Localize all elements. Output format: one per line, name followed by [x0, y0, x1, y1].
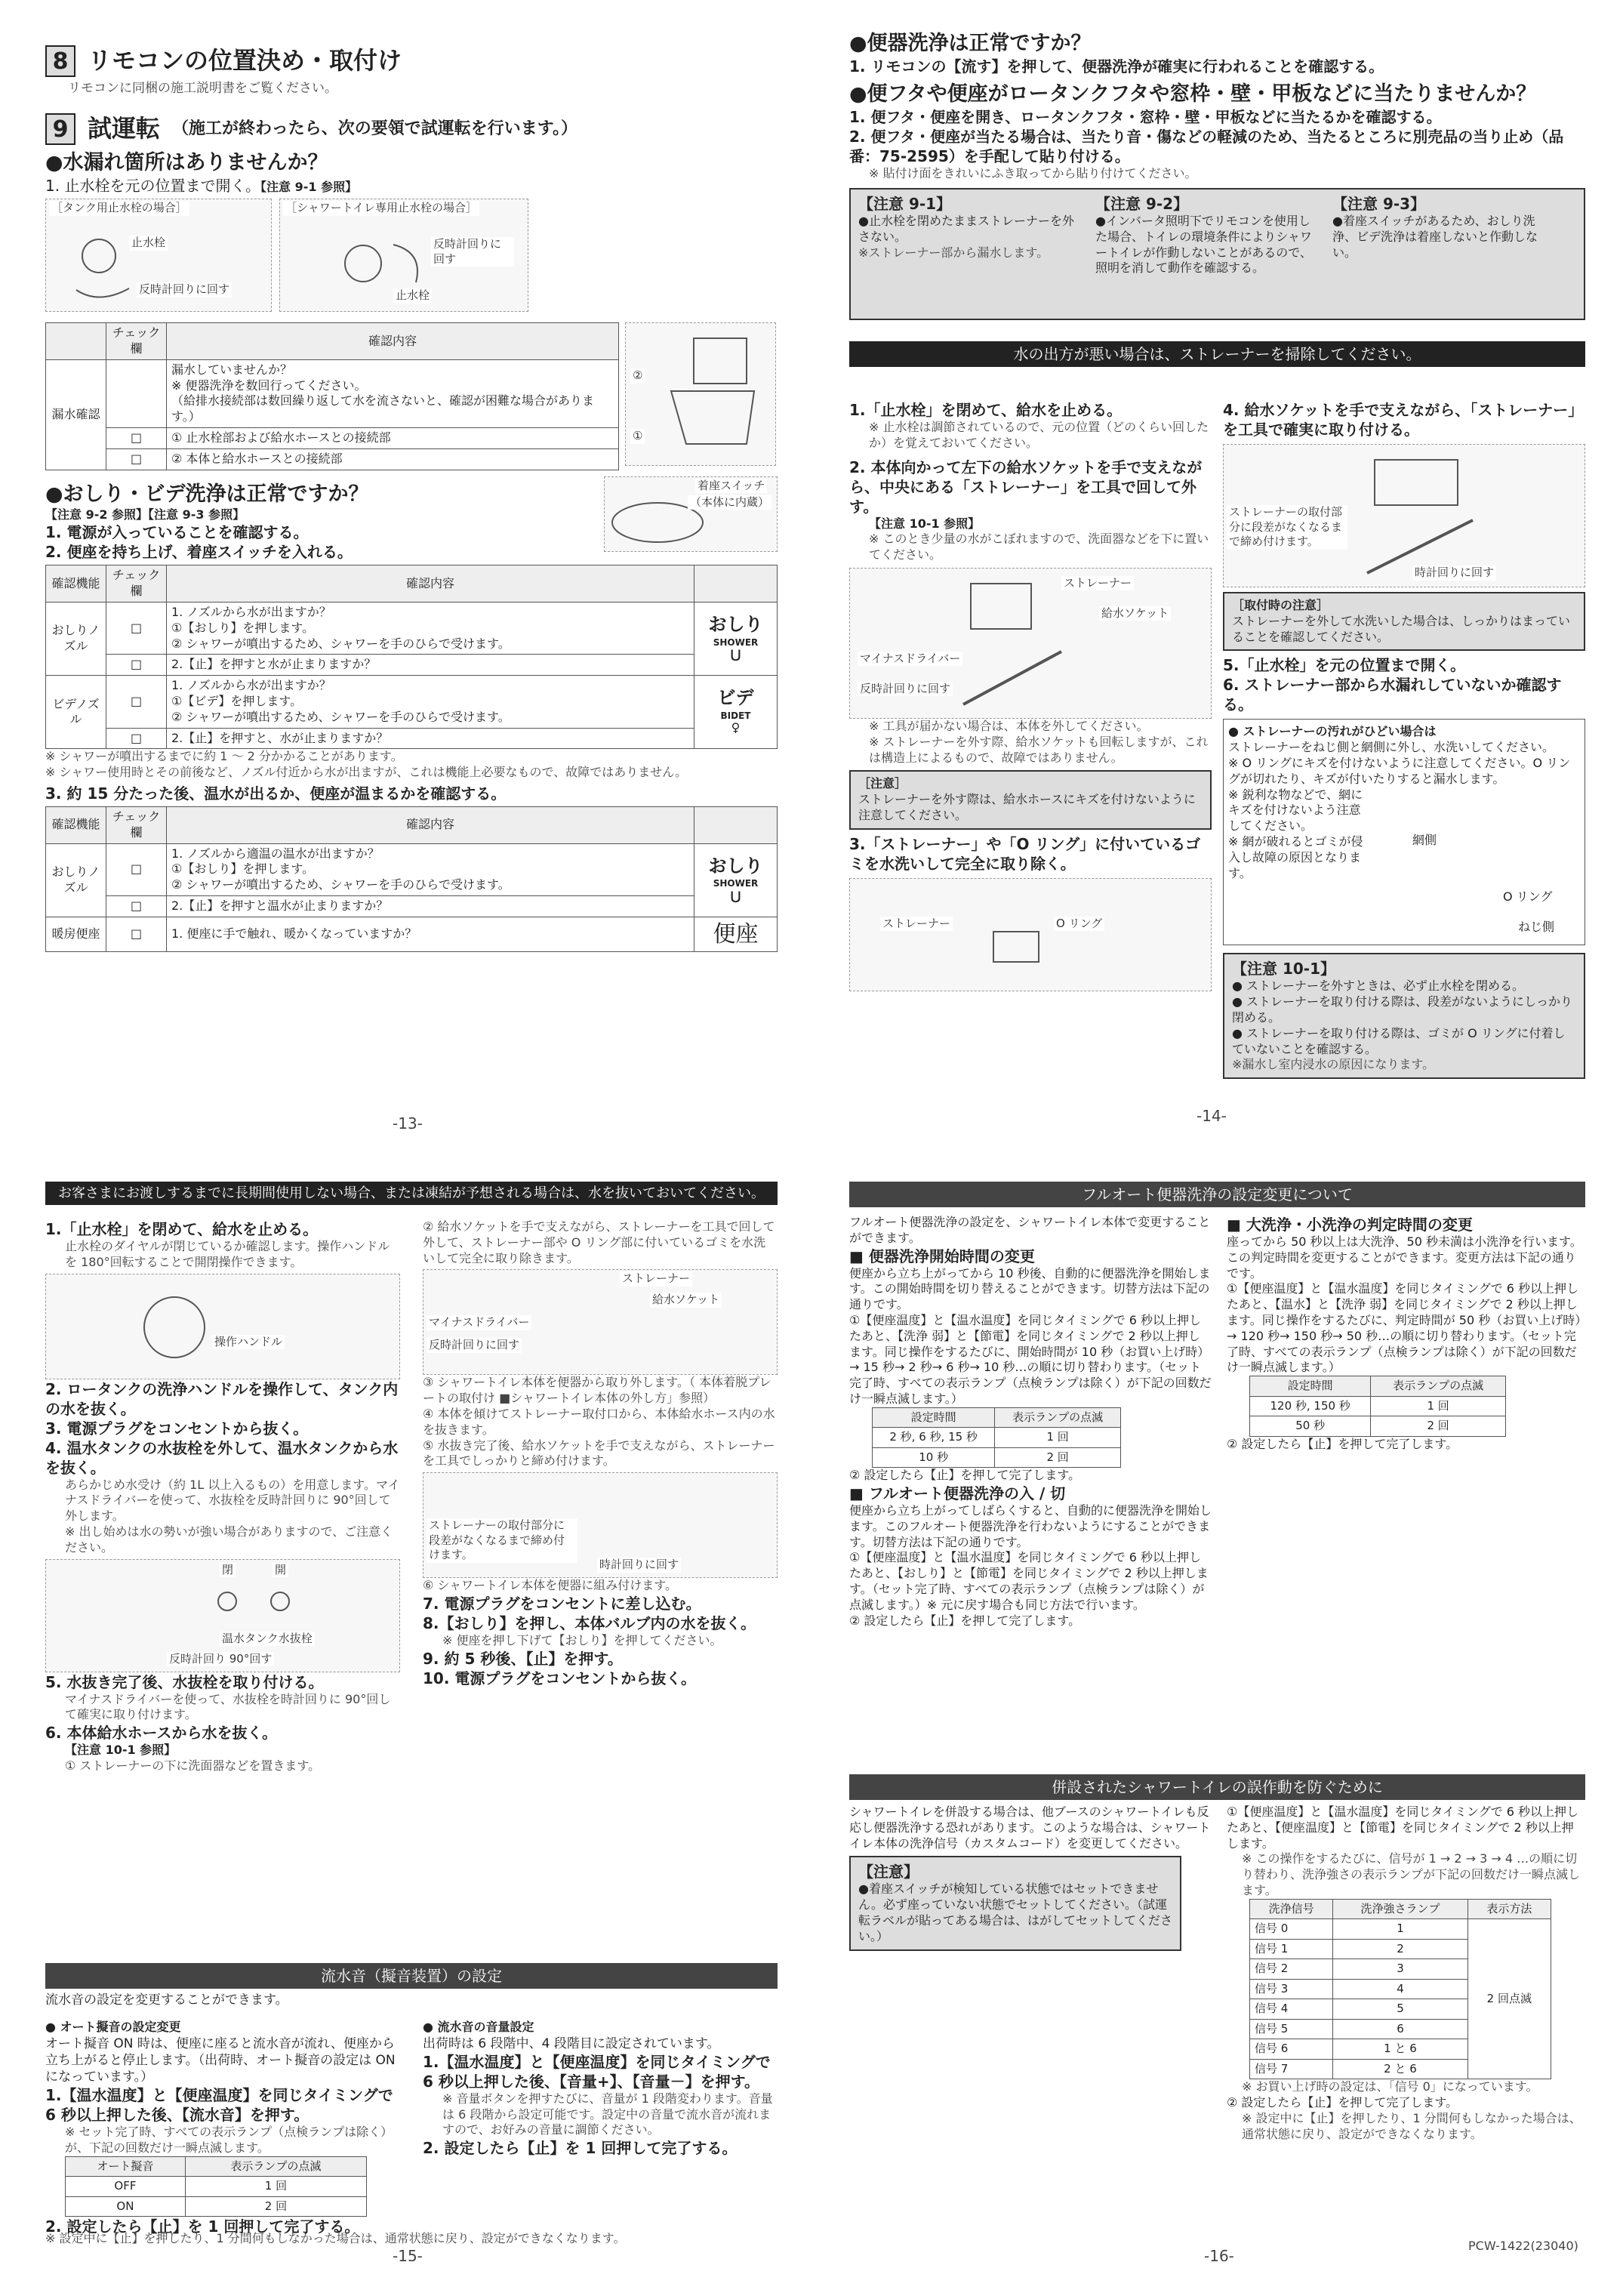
judge-table	[1249, 1376, 1506, 1437]
drain-step-4: 4. 温水タンクの水抜栓を外して、温水タンクから水を抜く。	[45, 1438, 399, 1477]
drain-r2: ② 給水ソケットを手で支えながら、ストレーナーを工具で回して外して、ストレーナー部や O リング部に付いているゴミを水洗いして完全に取り除きます。	[423, 1219, 775, 1265]
handle-figure	[45, 1274, 400, 1379]
leak-category: 漏水確認	[46, 359, 106, 470]
t2-oshiri: おしりノズル	[46, 603, 106, 676]
s-step-2c: ※ 工具が届かない場合は、本体を外してください。	[869, 718, 1149, 733]
sig-th1: 洗浄信号	[1250, 1899, 1333, 1919]
auto-step-1b: ※ セット完了時、すべての表示ランプ（点検ランプは除く）が、下記の回数だけ一瞬点滅します。	[65, 2125, 393, 2155]
drain-r10: 10. 電源プラグをコンセントから抜く。	[423, 1669, 696, 1687]
st-th1: 設定時間	[873, 1407, 995, 1428]
onoff-body: 便座から立ち上がってしばらくすると、自動的に便器洗浄を開始します。このフルオート便器洗浄を行わないようにすることができます。切替方法は下記の通りです。	[849, 1503, 1212, 1549]
t2-a3: ② シャワーが噴出するため、シャワーを手のひらで受けます。	[171, 636, 510, 651]
t2-b4: 2.【止】を押すと、水が止まりますか？	[167, 728, 694, 749]
n91-title: 【注意 9-1】	[858, 194, 952, 213]
sig-4: 信号 4	[1250, 1999, 1333, 2020]
mal-note-title: 【注意】	[858, 1863, 919, 1881]
auto-off-n: 1 回	[185, 2177, 366, 2197]
lid-step-2b: ※ 貼付け面をきれいにふき取ってから貼り付けてください。	[869, 166, 1197, 181]
oshiri-icon-en-2: SHOWER	[713, 878, 759, 889]
n93-title: 【注意 9-3】	[1332, 194, 1426, 213]
t2-b3: ② シャワーが噴出するため、シャワーを手のひらで受けます。	[171, 709, 510, 724]
sig-1-lamp: 2	[1333, 1939, 1467, 1959]
n101-b: ● ストレーナーを取り付ける際は、段差がないようにしっかり閉める。	[1232, 994, 1573, 1025]
leak-ref: 【注意 9-1 参照】	[260, 180, 358, 195]
sig-th2: 洗浄強さランプ	[1333, 1899, 1467, 1919]
t3-seat-q: 1. 便座に手で触れ、暖かくなっていますか？	[167, 917, 694, 951]
drain-r5: ⑤ 水抜き完了後、給水ソケットを手で支えながら、ストレーナーを工具でしっかりと締め付けます。	[423, 1438, 775, 1469]
section-8-title: リモコンの位置決め・取付け	[88, 46, 402, 76]
s-step-3: 3.「ストレーナー」や「O リング」に付いているゴミを水洗いして完全に取り除く。	[849, 834, 1201, 873]
caution-10-1	[1223, 953, 1585, 1079]
oshiri-icon: おしり SHOWER ⋃	[708, 614, 763, 662]
tank-valve-ccw: 反時計回りに回す	[137, 282, 232, 297]
fig-sock: 給水ソケット	[650, 1293, 722, 1308]
sound-heading: 流水音（擬音装置）の設定	[45, 1963, 778, 1989]
sig-4-lamp: 5	[1333, 1999, 1467, 2020]
drain-step-6: 6. 本体給水ホースから水を抜く。	[45, 1724, 278, 1743]
s-step-2b: ※ このとき少量の水がこぼれますので、洗面器などを下に置いてください。	[869, 532, 1209, 562]
s-step-1: 1.「止水栓」を閉めて、給水を止める。	[849, 401, 1123, 419]
caution-9-box	[849, 188, 1585, 320]
fig-cw2: 時計回りに回す	[597, 1558, 681, 1573]
toilet-mark-2: ②	[630, 368, 645, 384]
fig-ccw90: 反時計回り 90°回す	[167, 1652, 274, 1667]
shower-valve-ccw: 反時計回りに回す	[431, 237, 514, 267]
n101-a: ● ストレーナーを外すときは、必ず止水栓を閉める。	[1232, 978, 1525, 994]
n101-title: 【注意 10-1】	[1232, 960, 1336, 978]
toilet-figure	[625, 322, 776, 466]
vol-step-1b: ※ 音量ボタンを押すたびに、音量が 1 段階変わります。音量は 6 段階から設定可能です。設定中の音量で流水音が流れますので、お好みの音量に調節ください。	[442, 2091, 773, 2137]
t2-a2: ①【おしり】を押します。	[171, 620, 315, 635]
fig-step2: ストレーナーの取付部分に段差がなくなるまで締め付けます。	[427, 1518, 577, 1563]
drain-r8: 8.【おしり】を押し、本体バルブ内の水を抜く。	[423, 1613, 756, 1632]
strainer-wash-figure	[849, 878, 1212, 991]
seat-switch-label2: （本体に内蔵）	[688, 495, 771, 510]
sig-3: 信号 3	[1250, 1979, 1333, 1999]
t3-th-func: 確認機能	[46, 807, 106, 844]
mal-step-2b: ※ 設定中に【止】を押したり、1 分間何もしなかった場合は、通常状態に戻り、設定ができなくなります。	[1242, 2110, 1581, 2141]
jt-th2: 表示ランプの点滅	[1371, 1376, 1506, 1397]
section-8-sub: リモコンに同梱の施工説明書をご覧ください。	[68, 81, 337, 96]
t3-a2: ①【おしり】を押します。	[171, 861, 315, 877]
s-step-6: 6. ストレーナー部から水漏れしていないか確認する。	[1223, 676, 1562, 714]
page-16	[849, 1182, 1585, 2261]
page-15	[45, 1182, 778, 2261]
sig-3-lamp: 4	[1333, 1979, 1467, 1999]
warm-check-table	[45, 806, 778, 952]
strainer-remove-drawing	[850, 569, 1212, 720]
sig-1: 信号 1	[1250, 1939, 1333, 1959]
mal-note	[849, 1856, 1181, 1950]
st-th2: 表示ランプの点滅	[995, 1407, 1121, 1428]
t2-b1: 1. ノズルから水が出ますか？	[171, 678, 331, 693]
drain-r3: ③ シャワートイレ本体を便器から取り外します。（ 本体着脱プレートの取付け ■シャワートイレ本体の外し方」参照）	[423, 1375, 771, 1406]
fig-drv: マイナスドライバー	[427, 1315, 531, 1330]
sig-7: 信号 7	[1250, 2059, 1333, 2079]
auto-step-1: 1.【温水温度】と【便座温度】を同じタイミングで 6 秒以上押した後、【流水音】を押す。	[45, 2086, 393, 2125]
drain-step-1b: 止水栓のダイヤルが閉じているか確認します。操作ハンドルを 180°回転することで開閉操作できます。	[65, 1239, 390, 1269]
vol-step-2: 2. 設定したら【止】を 1 回押して完了する。	[423, 2139, 738, 2158]
strainer-fig-2	[423, 1269, 778, 1375]
st-r2n: 2 回	[995, 1447, 1121, 1468]
shower-valve-figure	[279, 199, 528, 312]
jt-r1n: 1 回	[1371, 1396, 1506, 1416]
s-step-2: 2. 本体向かって左下の給水ソケットを手で支えながら、中央にある「ストレーナー」を工具で回して外す。	[849, 458, 1203, 516]
mal-body: シャワートイレを併設する場合は、他ブースのシャワートイレも反応し便器洗浄する恐れがあります。このような場合は、シャワートイレ本体の洗浄信号（カスタムコード）を変更してください。	[849, 1804, 1211, 1851]
shower-valve-caption: ［シャワートイレ専用止水栓の場合］	[283, 201, 479, 216]
oshiri-step-2: 2. 便座を持ち上げ、着座スイッチを入れる。	[45, 543, 353, 562]
drain-step-6b: ① ストレーナーの下に洗面器などを置きます。	[65, 1758, 321, 1773]
fig-mesh: 網側	[1412, 833, 1437, 848]
fig-drain: 温水タンク水抜栓	[220, 1632, 315, 1647]
s-step-4: 4. 給水ソケットを手で支えながら、「ストレーナー」を工具で確実に取り付ける。	[1223, 401, 1584, 439]
bidet-icon: ビデ BIDET ♀	[717, 687, 754, 735]
oshiri-step-1: 1. 電源が入っていることを確認する。	[45, 523, 309, 542]
mal-step-1c: ※ お買い上げ時の設定は、「信号 0」になっています。	[1242, 2079, 1538, 2094]
warm-step-3: 3. 約 15 分たった後、温水が出るか、便座が温まるかを確認する。	[45, 784, 507, 803]
judge-step-2: ② 設定したら【止】を押して完了します。	[1227, 1436, 1458, 1451]
t2-checkbox-4[interactable]: □	[106, 728, 167, 749]
mal-step-1: ①【便座温度】と【温水温度】を同じタイミングで 6 秒以上押したあと、【便座温度】と【節電】を同じタイミングで 2 秒以上押します。	[1227, 1804, 1579, 1851]
auto-body: オート擬音 ON 時は、便座に座ると流水音が流れ、便座から立ち上がると停止します。（出荷時、オート擬音の設定は ON になっています。）	[45, 2036, 396, 2085]
drain-step-3: 3. 電源プラグをコンセントから抜く。	[45, 1419, 309, 1438]
auto-off: OFF	[66, 2177, 186, 2197]
shower-valve-label: 止水栓	[393, 288, 432, 304]
signal-table	[1249, 1899, 1551, 2080]
dirty-box	[1223, 719, 1585, 945]
tank-valve-figure	[45, 199, 272, 312]
t2-note-2: ※ シャワー使用時とその前後など、ノズル付近から水が出ますが、これは機能上必要なもので、故障ではありません。	[45, 765, 688, 780]
n92-a: ●インバータ照明下でリモコンを使用した場合、トイレの環境条件によりシャワートイレが作動しないことがあるので、照明を消して動作を確認する。	[1095, 213, 1312, 276]
t3-seat: 暖房便座	[46, 917, 106, 951]
fig-ccw2: 反時計回りに回す	[427, 1338, 522, 1353]
dirty-title: ● ストレーナーの汚れがひどい場合は	[1228, 724, 1437, 739]
fig-driver: マイナスドライバー	[858, 652, 962, 667]
sig-0: 信号 0	[1250, 1919, 1333, 1940]
leak-row-1b: ※ 便器洗浄を数回行ってください。	[171, 378, 367, 393]
fig-ccw: 反時計回りに回す	[858, 682, 953, 697]
section-8-heading	[45, 45, 778, 77]
onoff-title: ■ フルオート便器洗浄の入 / 切	[849, 1484, 1066, 1503]
drain-step-4b: あらかじめ水受け（約 1L 以上入るもの）を用意します。マイナスドライバーを使って、水抜栓を反時計回りに 90°回して外します。	[65, 1477, 400, 1524]
attach-title: ［取付時の注意］	[1232, 598, 1329, 612]
drain-step-5: 5. 水抜き完了後、水抜栓を取り付ける。	[45, 1672, 324, 1691]
flush-step-1: 1. リモコンの【流す】を押して、便器洗浄が確実に行われることを確認する。	[849, 57, 1384, 76]
judge-step-1: ①【便座温度】と【温水温度】を同じタイミングで 6 秒以上押したあと、【温水】と【洗浄 弱】を同じタイミングで 2 秒以上押します。同じ操作をするたびに、判定時間が 50 秒（お買い上げ時）→ 120 秒→ 150 秒→ 50 秒…の順に切り替わります。（セット完了時、すべての表示ランプ（点検ランプは除く）が下記の回数だけ一瞬点滅します。）	[1227, 1281, 1581, 1375]
n101-c: ● ストレーナーを取り付ける際は、ゴミが O リングに付着していないことを確認する。	[1232, 1025, 1566, 1056]
sig-0-lamp: 1	[1333, 1919, 1467, 1940]
oshiri-icon-2: おしり SHOWER ⋃	[708, 855, 763, 903]
onoff-step-1: ①【便座温度】と【温水温度】を同じタイミングで 6 秒以上押したあと、【おしり】と【節電】を同じタイミングで 2 秒以上押します。（セット完了時、すべての表示ランプ（点検ランプは除く）が点滅します。）※ 元に戻す場合も同じ方法で行います。	[849, 1550, 1209, 1612]
drain-r6: ⑥ シャワートイレ本体を便器に組み付けます。	[423, 1578, 678, 1593]
oshiri-icon-en: SHOWER	[713, 636, 759, 648]
drain-r8b: ※ 便座を押し下げて【おしり】を押してください。	[442, 1632, 722, 1647]
leak-checkbox-2[interactable]: □	[106, 448, 167, 470]
leak-row-3: ② 本体と給水ホースとの接続部	[167, 448, 619, 470]
oshiri-ref: 【注意 9-2 参照】【注意 9-3 参照】	[45, 507, 245, 522]
t3-checkbox-2[interactable]: □	[106, 896, 167, 917]
fig-screw: ねじ側	[1518, 920, 1555, 935]
n92-title: 【注意 9-2】	[1095, 194, 1189, 213]
seat-icon: 便座	[694, 917, 778, 951]
t3-oshiri: おしりノズル	[46, 843, 106, 917]
fig-handle: 操作ハンドル	[212, 1335, 285, 1350]
start-body: 便座から立ち上がってから 10 秒後、自動的に便器洗浄を開始します。この開始時間を切り替えることができます。切替方法は下記の通りです。	[849, 1265, 1211, 1312]
fig-strainer-2: ストレーナー	[880, 917, 953, 932]
tank-valve-caption: ［タンク用止水栓の場合］	[49, 201, 189, 216]
mal-step-1b: ※ この操作をするたびに、信号が 1 → 2 → 3 → 4 …の順に切り替わり、洗浄強さの表示ランプが下記の回数だけ一瞬点滅します。	[1242, 1851, 1581, 1897]
oshiri-icon-label-2: おしり	[708, 855, 763, 877]
auto-th2: 表示ランプの点滅	[185, 2156, 366, 2177]
t2-checkbox-2[interactable]: □	[106, 655, 167, 676]
n91-a: ●止水栓を閉めたままストレーナーを外さない。	[858, 213, 1074, 244]
drain-r7: 7. 電源プラグをコンセントに差し込む。	[423, 1594, 701, 1613]
dirty-d: ※ 網が破れるとゴミが侵入し故障の原因となります。	[1228, 834, 1363, 880]
fig-cw: 時計回りに回す	[1412, 566, 1496, 581]
judge-title: ■ 大洗浄・小洗浄の判定時間の変更	[1227, 1216, 1473, 1234]
auto-flush-heading: フルオート便器洗浄の設定変更について	[849, 1182, 1585, 1207]
mal-step-2: ② 設定したら【止】を押して完了します。	[1227, 2095, 1458, 2110]
t2-th-item: 確認内容	[167, 566, 694, 603]
vol-body: 出荷時は 6 段階中、4 段階目に設定されています。	[423, 2036, 720, 2051]
t3-a1: 1. ノズルから適温の温水が出ますか？	[171, 846, 380, 861]
fig-open: 開	[273, 1563, 288, 1578]
leak-heading: ●水漏れ箇所はありませんか？	[45, 151, 328, 175]
s-step-2d: ※ ストレーナーを外す際、給水ソケットも回転しますが、これは構造上によるもので、故障ではありません。	[869, 734, 1209, 765]
auto-table	[65, 2156, 367, 2217]
t2-a1: 1. ノズルから水が出ますか？	[171, 605, 331, 620]
sound-intro: 流水音の設定を変更することができます。	[45, 1992, 288, 2008]
drain-step-5b: マイナスドライバーを使って、水抜栓を時計回りに 90°回して確実に取り付けます。	[65, 1691, 391, 1722]
page-number-13: -13-	[393, 1114, 423, 1133]
sound-foot: ※ 設定中に【止】を押したり、1 分間何もしなかった場合は、通常状態に戻り、設定ができなくなります。	[45, 2231, 626, 2245]
n93-a: ●着座スイッチがあるため、おしり洗浄、ビデ洗浄は着座しないと作動しない。	[1332, 213, 1538, 260]
auto-step-2: 2. 設定したら【止】を 1 回押して完了する。	[45, 2217, 360, 2236]
leak-row-2: ① 止水栓部および給水ホースとの接続部	[167, 427, 619, 448]
t3-th-check: チェック欄	[106, 807, 167, 844]
vol-title: ● 流水音の音量設定	[423, 2020, 534, 2034]
bidet-icon-en: BIDET	[720, 710, 751, 721]
t3-a4: 2.【止】を押すと温水が止まりますか？	[167, 896, 694, 917]
s-step-1b: ※ 止水栓は調節されているので、元の位置（どのくらい回したか）を覚えておいてください。	[869, 420, 1209, 450]
toilet-drawing	[626, 323, 777, 467]
mal-note-body: ●着座スイッチが検知している状態ではセットできません。必ず座っていない状態でセットしてください。（試運転ラベルが貼ってある場合は、はがしてセットしてください。）	[858, 1881, 1173, 1943]
jt-r2: 50 秒	[1250, 1416, 1371, 1437]
strainer-caution	[849, 770, 1212, 829]
t2-b2: ①【ビデ】を押します。	[171, 694, 303, 709]
section-9-heading	[45, 113, 778, 145]
t2-note-1: ※ シャワーが噴出するまでに約 1 ～ 2 分かかることがあります。	[45, 749, 403, 764]
drain-r9: 9. 約 5 秒後、【止】を押す。	[423, 1649, 623, 1668]
t2-checkbox-3[interactable]: □	[106, 676, 167, 728]
t2-th-func: 確認機能	[46, 566, 106, 603]
t3-a3: ② シャワーが噴出するため、シャワーを手のひらで受けます。	[171, 877, 510, 892]
tank-valve-label: 止水栓	[129, 236, 168, 251]
dirty-a: ストレーナーをねじ側と網側に外し、水洗いしてください。	[1228, 740, 1555, 755]
auto-on-n: 2 回	[185, 2196, 366, 2217]
auto-th1: オート擬音	[66, 2156, 186, 2177]
lid-step-2: 2. 便フタ・便座が当たる場合は、当たり音・傷などの軽減のため、当たるところに別売品の当り止め（品番：75-2595）を手配して貼り付ける。	[849, 128, 1564, 166]
t3-checkbox-3[interactable]: □	[106, 917, 167, 951]
section-9-number: 9	[45, 113, 75, 145]
product-code: PCW-1422(23040)	[1468, 2239, 1578, 2253]
st-r2: 10 秒	[873, 1447, 995, 1468]
toilet-mark-1: ①	[630, 429, 645, 444]
drain-banner: お客さまにお渡しするまでに長期間使用しない場合、または凍結が予想される場合は、水を抜いておいてください。	[45, 1182, 778, 1205]
sig-method: 2 回点滅	[1467, 1919, 1551, 2079]
auto-on: ON	[66, 2196, 186, 2217]
fig-step: ストレーナーの取付部分に段差がなくなるまで締め付けます。	[1227, 505, 1347, 550]
fig-oring-2: O リング	[1503, 889, 1553, 905]
oshiri-heading: ●おしり・ビデ洗浄は正常ですか？	[45, 482, 369, 506]
jt-r1: 120 秒, 150 秒	[1250, 1396, 1371, 1416]
sig-2: 信号 2	[1250, 1959, 1333, 1980]
fig-str: ストレーナー	[620, 1271, 692, 1287]
t3-checkbox-1[interactable]: □	[106, 843, 167, 895]
drain-plug-figure	[45, 1559, 400, 1672]
section-9-title: 試運転	[88, 114, 161, 143]
attach-caution	[1223, 592, 1585, 651]
seat-switch-label: 着座スイッチ	[695, 479, 767, 494]
t2-checkbox-1[interactable]: □	[106, 603, 167, 655]
st-r1n: 1 回	[995, 1428, 1121, 1448]
leak-row-1c: （給排水接続部は数回繰り返して水を流さないと、確認が困難な場合があります。）	[171, 393, 595, 424]
section-9-title2: （施工が終わったら、次の要領で試運転を行います。）	[172, 119, 578, 138]
attach-body: ストレーナーを外して水洗いした場合は、しっかりはまっていることを確認してください。	[1232, 613, 1571, 644]
t2-bidet: ビデノズル	[46, 676, 106, 749]
leak-check-table	[45, 322, 619, 470]
t3-th-item: 確認内容	[167, 807, 694, 844]
st-r1: 2 秒, 6 秒, 15 秒	[873, 1428, 995, 1448]
leak-step-1: 1. 止水栓を元の位置まで開く。	[45, 177, 261, 196]
page-number-15: -15-	[393, 2247, 423, 2261]
dirty-b: ※ O リングにキズを付けないように注意してください。O リングが切れたり、キズが付いたりすると漏水します。	[1228, 755, 1571, 786]
fig-oring: O リング	[1054, 917, 1104, 932]
lid-heading: ●便フタや便座がロータンクフタや窓枠・壁・甲板などに当たりませんか？	[849, 82, 1537, 106]
strainer-wash-drawing	[850, 879, 1212, 992]
sig-5-lamp: 6	[1333, 2019, 1467, 2039]
fig-strainer: ストレーナー	[1061, 576, 1134, 591]
flush-heading: ●便器洗浄は正常ですか？	[849, 32, 1092, 55]
strainer-fig-3	[423, 1472, 778, 1578]
n101-d: ※漏水し室内浸水の原因になります。	[1232, 1057, 1435, 1072]
leak-row-1: 漏水していませんか？	[171, 362, 293, 377]
leak-th-check: チェック欄	[106, 323, 167, 360]
caution-body: ストレーナーを外す際は、給水ホースにキズを付けないように注意してください。	[858, 792, 1196, 822]
s-step-5: 5.「止水栓」を元の位置まで開く。	[1223, 656, 1466, 675]
drain-step-2: 2. ロータンクの洗浄ハンドルを操作して、タンク内の水を抜く。	[45, 1379, 399, 1418]
oshiri-check-table	[45, 565, 778, 749]
page-number-14: -14-	[1196, 1107, 1227, 1125]
drain-r4: ④ 本体を傾けてストレーナー取付口から、本体給水ホース内の水を抜きます。	[423, 1406, 775, 1437]
fig-close: 閉	[220, 1563, 236, 1578]
caution-title: ［注意］	[858, 776, 907, 791]
strainer-attach-figure	[1223, 444, 1585, 587]
page-13	[45, 45, 778, 1133]
t2-a4: 2.【止】を押すと水が止まりますか？	[167, 655, 694, 676]
oshiri-icon-label: おしり	[708, 614, 763, 636]
drain-step-6-ref: 【注意 10-1 参照】	[65, 1743, 177, 1758]
s-step-2-ref: 【注意 10-1 参照】	[869, 516, 981, 531]
malfunction-heading: 併設されたシャワートイレの誤作動を防ぐために	[849, 1774, 1585, 1800]
auto-title: ● オート擬音の設定変更	[45, 2020, 181, 2034]
start-table	[872, 1407, 1121, 1469]
drain-step-1: 1.「止水栓」を閉めて、給水を止める。	[45, 1220, 319, 1238]
lid-step-1: 1. 便フタ・便座を開き、ロータンクフタ・窓枠・壁・甲板などに当たるかを確認する。	[849, 108, 1442, 127]
page-14	[849, 30, 1585, 1133]
sig-5: 信号 5	[1250, 2019, 1333, 2039]
vol-step-1: 1.【温水温度】と【便座温度】を同じタイミングで 6 秒以上押した後、【音量+】、【音量－】を押す。	[423, 2052, 771, 2091]
t2-th-check: チェック欄	[106, 566, 167, 603]
start-title: ■ 便器洗浄開始時間の変更	[849, 1247, 1035, 1265]
bidet-icon-label: ビデ	[717, 687, 754, 709]
seat-switch-figure	[604, 476, 778, 552]
section-8-number: 8	[45, 45, 75, 77]
sig-7-lamp: 2 と 6	[1333, 2059, 1467, 2079]
judge-body: 座ってから 50 秒以上は大洗浄、50 秒未満は小洗浄を行います。この判定時間を変更することができます。変更方法は下記の通りです。	[1227, 1234, 1582, 1281]
page-number-16: -16-	[1204, 2247, 1234, 2261]
leak-checkbox-1[interactable]: □	[106, 427, 167, 448]
sig-2-lamp: 3	[1333, 1959, 1467, 1980]
drain-step-4c: ※ 出し始めは水の勢いが強い場合がありますので、ご注意ください。	[65, 1524, 393, 1555]
start-step-2: ② 設定したら【止】を押して完了します。	[849, 1468, 1081, 1483]
fig-socket: 給水ソケット	[1099, 606, 1171, 621]
handle-drawing	[46, 1274, 401, 1380]
leak-th-item: 確認内容	[167, 323, 619, 360]
sig-6: 信号 6	[1250, 2039, 1333, 2060]
strainer-heading: 水の出方が悪い場合は、ストレーナーを掃除してください。	[849, 341, 1585, 367]
dirty-c: ※ 鋭利な物などで、網にキズを付けないよう注意してください。	[1228, 787, 1363, 834]
strainer-remove-figure	[849, 568, 1212, 719]
sig-th3: 表示方法	[1467, 1899, 1551, 1919]
start-step-1: ①【便座温度】と【温水温度】を同じタイミングで 6 秒以上押したあと、【洗浄 弱】と【節電】を同じタイミングで 2 秒以上押します。同じ操作をするたびに、開始時間が 10 秒（お買い上げ時）→ 15 秒→ 2 秒→ 6 秒→ 10 秒…の順に切り替わります。（セット完了時、すべての表示ランプ（点検ランプは除く）が下記の回数だけ一瞬点滅します。）	[849, 1312, 1212, 1406]
onoff-step-2: ② 設定したら【止】を押して完了します。	[849, 1613, 1081, 1628]
jt-r2n: 2 回	[1371, 1416, 1506, 1437]
auto-intro: フルオート便器洗浄の設定を、シャワートイレ本体で変更することができます。	[849, 1215, 1211, 1245]
jt-th1: 設定時間	[1250, 1376, 1371, 1397]
sig-6-lamp: 1 と 6	[1333, 2039, 1467, 2060]
n91-b: ※ストレーナー部から漏水します。	[858, 245, 1049, 260]
